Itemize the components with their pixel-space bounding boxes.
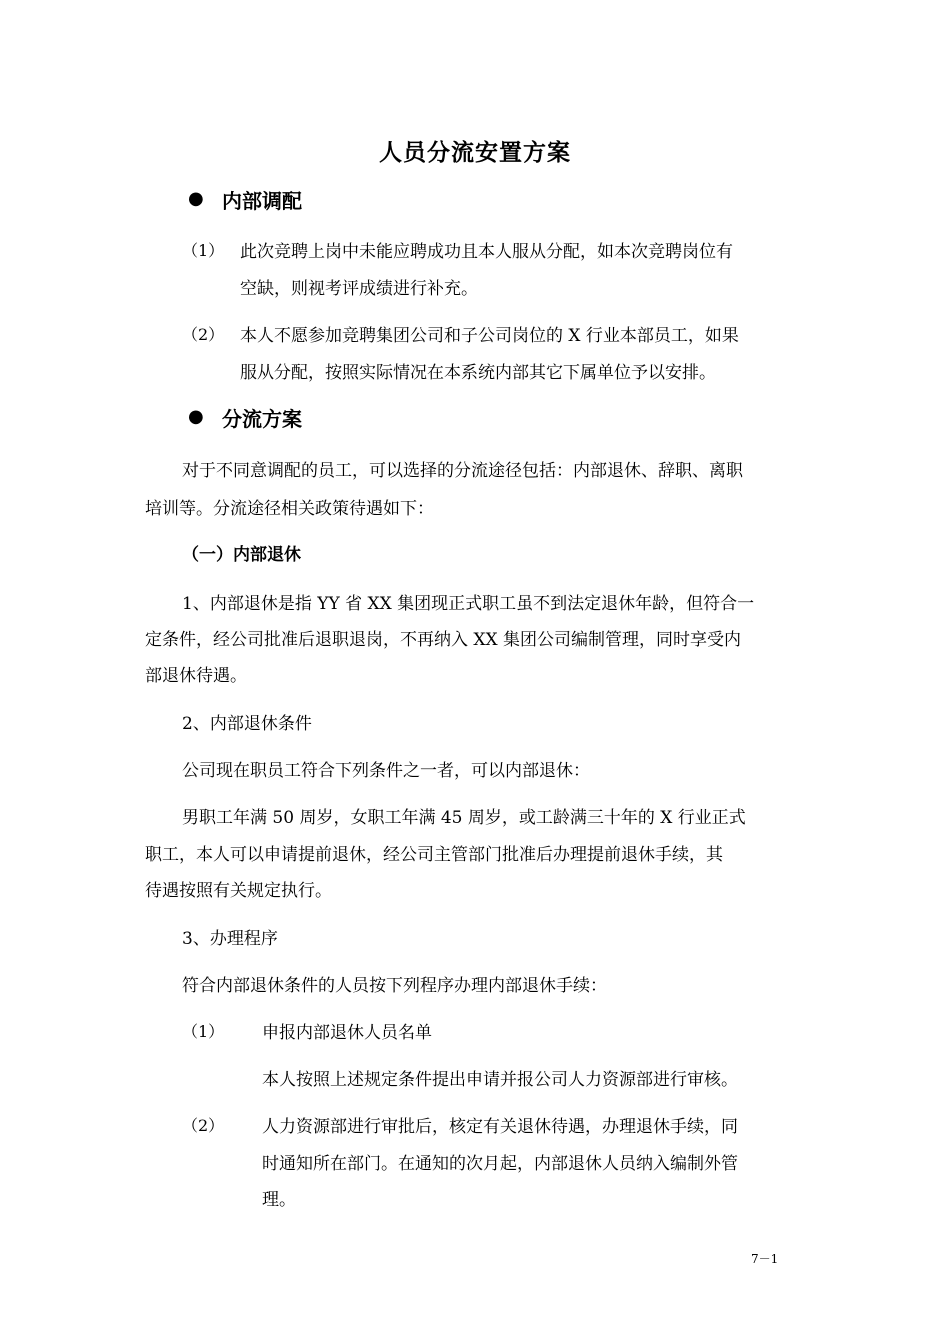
paragraph-line: 2、内部退休条件 [182, 714, 312, 734]
paragraph-line: 公司现在职员工符合下列条件之一者，可以内部退休： [182, 761, 590, 781]
paragraph-line: 职工，本人可以申请提前退休，经公司主管部门批准后办理提前退休手续，其 [145, 845, 723, 865]
page-number: 7－1 [751, 1252, 779, 1266]
paragraph-line: 符合内部退休条件的人员按下列程序办理内部退休手续： [182, 976, 607, 996]
step-text-line: 理。 [262, 1190, 296, 1210]
step-text-line: 人力资源部进行审批后，核定有关退休待遇，办理退休手续，同 [262, 1117, 738, 1137]
step-description: 本人按照上述规定条件提出申请并报公司人力资源部进行审核。 [262, 1070, 738, 1090]
paragraph-line: 3、办理程序 [182, 929, 278, 949]
paragraph-line: 1、内部退休是指 YY 省 XX 集团现正式职工虽不到法定退休年龄，但符合一 [182, 594, 755, 614]
item-text-line: 空缺，则视考评成绩进行补充。 [240, 279, 478, 299]
paragraph-line: 培训等。分流途径相关政策待遇如下： [145, 499, 434, 519]
page-title: 人员分流安置方案 [379, 140, 571, 166]
item-text-line: 服从分配，按照实际情况在本系统内部其它下属单位予以安排。 [240, 363, 716, 383]
bullet-icon: ● [188, 406, 204, 427]
paragraph-line: 定条件，经公司批准后退职退岗，不再纳入 XX 集团公司编制管理，同时享受内 [145, 630, 742, 650]
section-heading-diversion-plan: 分流方案 [222, 407, 302, 431]
item-text-line: 本人不愿参加竞聘集团公司和子公司岗位的 X 行业本部员工，如果 [240, 326, 739, 346]
paragraph-line: 男职工年满 50 周岁，女职工年满 45 周岁，或工龄满三十年的 X 行业正式 [182, 808, 746, 828]
bullet-icon: ● [188, 188, 204, 209]
item-number: （1） [182, 241, 225, 260]
paragraph-line: 部退休待遇。 [145, 666, 247, 686]
section-heading-internal-allocation: 内部调配 [222, 189, 302, 213]
step-text-line: 时通知所在部门。在通知的次月起，内部退休人员纳入编制外管 [262, 1154, 738, 1174]
item-text-line: 此次竞聘上岗中未能应聘成功且本人服从分配，如本次竞聘岗位有 [240, 242, 733, 262]
paragraph-line: 对于不同意调配的员工，可以选择的分流途径包括：内部退休、辞职、离职 [182, 461, 743, 481]
paragraph-line: 待遇按照有关规定执行。 [145, 881, 332, 901]
step-number: （2） [182, 1116, 225, 1135]
item-number: （2） [182, 325, 225, 344]
subheading-internal-retirement: （一）内部退休 [182, 545, 301, 565]
step-number: （1） [182, 1022, 225, 1041]
step-title: 申报内部退休人员名单 [262, 1023, 432, 1043]
